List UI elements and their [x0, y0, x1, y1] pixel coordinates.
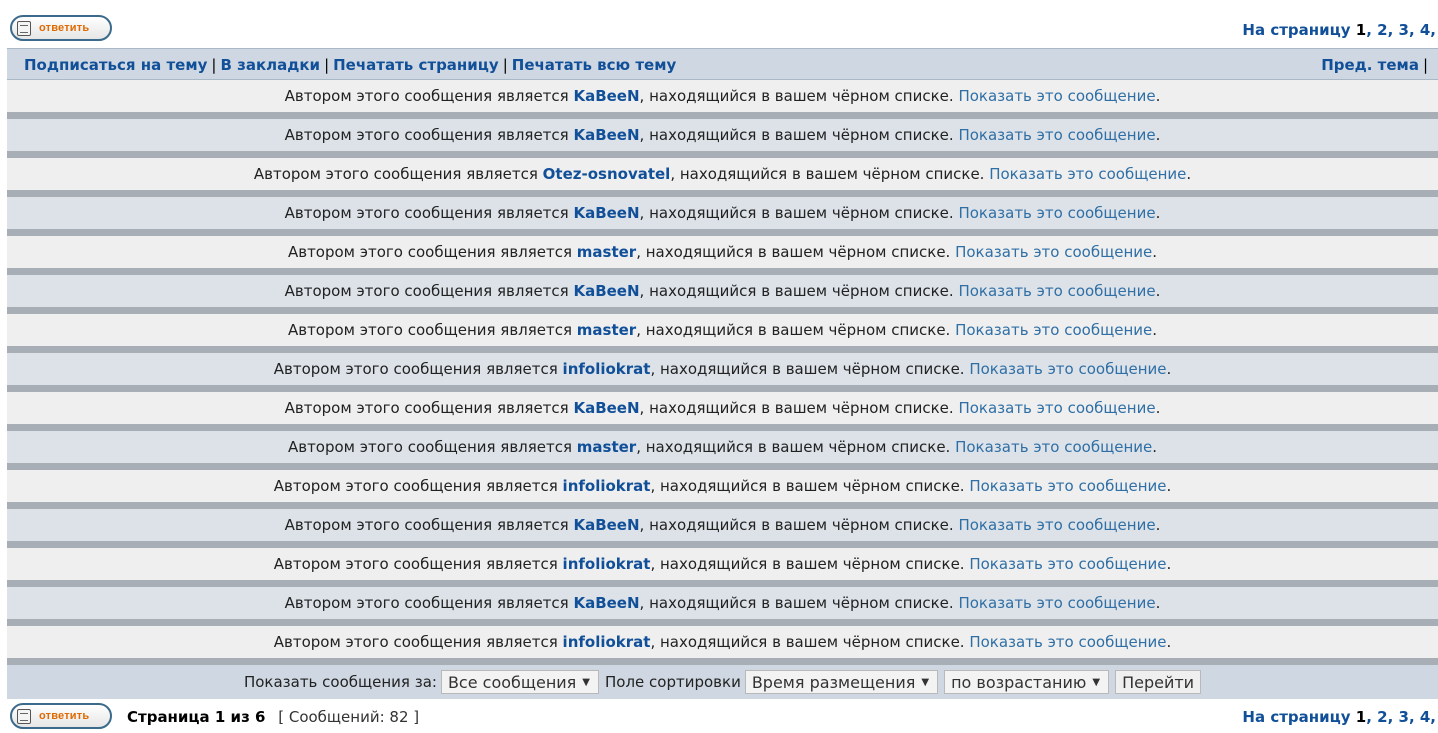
show-message-link[interactable]: Показать это сообщение [958, 594, 1156, 612]
message-end-punct: . [1166, 555, 1172, 573]
pagination-page-link[interactable]: 4 [1419, 708, 1431, 726]
pagination-prefix: На страницу [1242, 21, 1351, 39]
message-prefix: Автором этого сообщения является [273, 477, 563, 495]
blocked-message-row [7, 158, 1438, 197]
message-suffix: , находящийся в вашем чёрном списке. [639, 126, 959, 144]
message-suffix: , находящийся в вашем чёрном списке. [636, 321, 956, 339]
message-suffix: , находящийся в вашем чёрном списке. [650, 360, 970, 378]
dropdown-arrow-icon: ▼ [921, 676, 930, 688]
message-end-punct: . [1155, 87, 1161, 105]
pagination-page-link[interactable]: 3 [1398, 21, 1409, 39]
author-link[interactable]: infoliokrat [562, 555, 651, 573]
blocked-message-row [7, 431, 1438, 470]
document-icon [17, 709, 31, 724]
pagination-page-link[interactable]: 4 [1419, 21, 1431, 39]
reply-button[interactable] [10, 15, 112, 41]
author-link[interactable]: Otez-osnovatel [542, 165, 671, 183]
reply-button-label: ответить [39, 710, 90, 722]
sort-field-label: Поле сортировки [605, 673, 741, 691]
sort-field-select-value: Время размещения [751, 672, 916, 692]
message-end-punct: . [1152, 321, 1158, 339]
topic-actions: Подписаться на тему | В закладки | Печатать страницу | Печатать всю тему [24, 56, 677, 74]
message-prefix: Автором этого сообщения является [287, 438, 577, 456]
topic-nav: Пред. тема | [1321, 56, 1428, 74]
message-end-punct: . [1152, 243, 1158, 261]
message-end-punct: . [1155, 594, 1161, 612]
blocked-message-row [7, 353, 1438, 392]
pagination-prefix: На страницу [1242, 708, 1351, 726]
show-message-link[interactable]: Показать это сообщение [969, 477, 1167, 495]
author-link[interactable]: KaBeeN [573, 516, 640, 534]
message-suffix: , находящийся в вашем чёрном списке. [670, 165, 990, 183]
message-prefix: Автором этого сообщения является [284, 204, 574, 222]
message-end-punct: . [1155, 282, 1161, 300]
author-link[interactable]: KaBeeN [573, 282, 640, 300]
message-suffix: , находящийся в вашем чёрном списке. [650, 555, 970, 573]
blocked-message-row [7, 80, 1438, 119]
message-prefix: Автором этого сообщения является [284, 126, 574, 144]
pagination-page-link[interactable]: 3 [1398, 708, 1409, 726]
message-prefix: Автором этого сообщения является [284, 399, 574, 417]
show-message-link[interactable]: Показать это сообщение [969, 633, 1167, 651]
show-message-link[interactable]: Показать это сообщение [969, 360, 1167, 378]
page-info [127, 708, 419, 726]
sort-order-select-value: по возрастанию [951, 672, 1087, 692]
message-suffix: , находящийся в вашем чёрном списке. [639, 204, 959, 222]
message-suffix: , находящийся в вашем чёрном списке. [636, 438, 956, 456]
message-prefix: Автором этого сообщения является [284, 87, 574, 105]
pagination-page-link[interactable]: 2 [1377, 708, 1388, 726]
author-link[interactable]: master [576, 243, 637, 261]
blocked-message-row [7, 392, 1438, 431]
message-end-punct: . [1166, 633, 1172, 651]
pagination-current: 1 [1355, 21, 1367, 39]
dropdown-arrow-icon: ▼ [1092, 676, 1101, 688]
message-prefix: Автором этого сообщения является [273, 555, 563, 573]
reply-button-label: ответить [39, 22, 90, 34]
blocked-message-row [7, 548, 1438, 587]
blocked-message-row [7, 314, 1438, 353]
author-link[interactable]: infoliokrat [562, 633, 651, 651]
show-message-link[interactable]: Показать это сообщение [958, 282, 1156, 300]
blocked-message-row [7, 197, 1438, 236]
show-message-link[interactable]: Показать это сообщение [969, 555, 1167, 573]
pagination-page-link[interactable]: 2 [1377, 21, 1388, 39]
show-message-link[interactable]: Показать это сообщение [989, 165, 1187, 183]
author-link[interactable]: master [576, 321, 637, 339]
show-message-link[interactable]: Показать это сообщение [958, 516, 1156, 534]
message-prefix: Автором этого сообщения является [253, 165, 543, 183]
document-icon [17, 21, 31, 36]
show-message-link[interactable]: Показать это сообщение [958, 126, 1156, 144]
message-prefix: Автором этого сообщения является [284, 282, 574, 300]
author-link[interactable]: KaBeeN [573, 399, 640, 417]
blocked-message-row [7, 236, 1438, 275]
author-link[interactable]: KaBeeN [573, 126, 640, 144]
message-suffix: , находящийся в вашем чёрном списке. [639, 516, 959, 534]
message-suffix: , находящийся в вашем чёрном списке. [650, 633, 970, 651]
author-link[interactable]: infoliokrat [562, 360, 651, 378]
blocked-message-row [7, 119, 1438, 158]
message-suffix: , находящийся в вашем чёрном списке. [650, 477, 970, 495]
period-select-value: Все сообщения [447, 672, 577, 692]
blocked-message-row [7, 626, 1438, 665]
show-message-link[interactable]: Показать это сообщение [958, 87, 1156, 105]
blocked-message-row [7, 509, 1438, 548]
message-end-punct: . [1155, 204, 1161, 222]
author-link[interactable]: KaBeeN [573, 594, 640, 612]
message-end-punct: . [1155, 516, 1161, 534]
message-suffix: , находящийся в вашем чёрном списке. [639, 594, 959, 612]
pagination-current: 1 [1355, 708, 1367, 726]
message-suffix: , находящийся в вашем чёрном списке. [639, 282, 959, 300]
message-suffix: , находящийся в вашем чёрном списке. [636, 243, 956, 261]
sort-order-select[interactable] [944, 670, 1109, 694]
message-end-punct: . [1155, 126, 1161, 144]
author-link[interactable]: master [576, 438, 637, 456]
message-prefix: Автором этого сообщения является [284, 594, 574, 612]
message-end-punct: . [1166, 477, 1172, 495]
show-message-link[interactable]: Показать это сообщение [958, 204, 1156, 222]
message-end-punct: . [1152, 438, 1158, 456]
message-list [7, 80, 1438, 665]
print-topic-link[interactable]: Печатать всю тему [511, 56, 677, 74]
page-number-text: Страница 1 из 6 [127, 708, 266, 726]
show-message-link[interactable]: Показать это сообщение [955, 438, 1153, 456]
show-messages-label: Показать сообщения за: [243, 673, 437, 691]
prev-topic-link[interactable]: Пред. тема [1321, 56, 1419, 74]
message-end-punct: . [1155, 399, 1161, 417]
blocked-message-row [7, 275, 1438, 314]
go-button[interactable]: Перейти [1115, 670, 1201, 694]
message-end-punct: . [1166, 360, 1172, 378]
reply-button-bottom[interactable] [10, 703, 112, 729]
message-prefix: Автором этого сообщения является [284, 516, 574, 534]
message-count: [ Сообщений: 82 ] [278, 708, 420, 726]
show-message-link[interactable]: Показать это сообщение [955, 321, 1153, 339]
blocked-message-row [7, 587, 1438, 626]
message-end-punct: . [1186, 165, 1192, 183]
author-link[interactable]: infoliokrat [562, 477, 651, 495]
subscribe-link[interactable]: Подписаться на тему [24, 56, 208, 74]
blocked-message-row [7, 470, 1438, 509]
show-message-link[interactable]: Показать это сообщение [955, 243, 1153, 261]
pagination-top: На страницу 1, 2, 3, 4, [1242, 21, 1436, 39]
message-prefix: Автором этого сообщения является [273, 360, 563, 378]
message-suffix: , находящийся в вашем чёрном списке. [639, 399, 959, 417]
print-page-link[interactable]: Печатать страницу [333, 56, 499, 74]
pagination-bottom: На страницу 1, 2, 3, 4, [1242, 708, 1436, 726]
dropdown-arrow-icon: ▼ [582, 676, 590, 688]
period-select[interactable] [441, 670, 599, 694]
message-prefix: Автором этого сообщения является [287, 321, 577, 339]
topic-actions-bar [7, 48, 1438, 80]
message-prefix: Автором этого сообщения является [273, 633, 563, 651]
filter-bar [7, 665, 1438, 699]
message-suffix: , находящийся в вашем чёрном списке. [639, 87, 959, 105]
message-prefix: Автором этого сообщения является [287, 243, 577, 261]
author-link[interactable]: KaBeeN [573, 204, 640, 222]
author-link[interactable]: KaBeeN [573, 87, 640, 105]
bookmark-link[interactable]: В закладки [220, 56, 321, 74]
show-message-link[interactable]: Показать это сообщение [958, 399, 1156, 417]
sort-field-select[interactable] [745, 670, 938, 694]
